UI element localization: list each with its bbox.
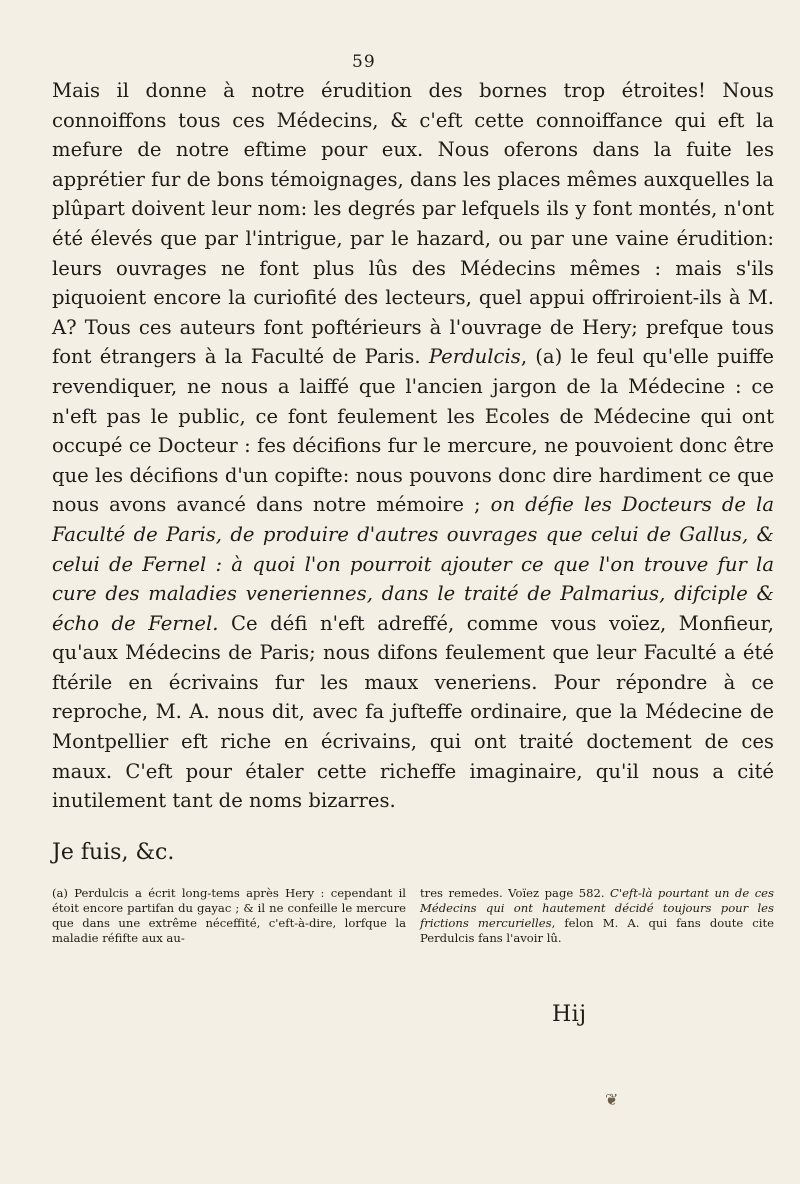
footnote-left: [52, 886, 406, 947]
main-text: [52, 76, 774, 816]
page-number: 59: [352, 52, 376, 72]
footnotes: [52, 886, 774, 947]
text-run: Mais il donne à notre érudition des bornes trop étroites! Nous connoiffons tous ces Médecins, & c'eft cette connoiffance qui eft la mefure de notre eftime pour eux. Nous oferons dans la fuite les apprétier fur de bons témoignages, dans les places mêmes auxquelles la plûpart doivent leur nom: les degrés par lefquels ils y font montés, n'ont été élevés que par l'intrigue, par le hazard, ou par une vaine érudition: leurs ouvrages ne font plus lûs des Médecins mêmes : mais s'ils piquoient encore la curiofité des lecteurs, quel appui offriroient-ils à M. A? Tous ces auteurs font poftérieurs à l'ouvrage de Hery; prefque tous font étrangers à la Faculté de Paris.: [52, 79, 774, 369]
footnote-right: [420, 886, 774, 947]
closing-line: Je fuis, &c.: [52, 839, 175, 865]
book-page: [52, 52, 775, 947]
text-run: , (a) le feul qu'elle puiffe revendiquer, ne nous a laiffé que l'ancien jargon de la Médecine : ce n'eft pas le public, ce font feulement les Ecoles de Médecine qui ont occupé ce Docteur : fes décifions fur le mercure, ne pouvoient donc être que les décifions d'un copifte: nous pouvons donc dire hardiment ce que nous avons avancé dans notre mémoire ;: [52, 345, 775, 517]
italic-run: on défie les Docteurs de la Faculté de Paris, de produire d'autres ouvrages que celui de Gallus, & celui de Fernel : à quoi l'on pourroit ajouter ce que l'on trouve fur la cure des maladies veneriennes, dans le traité de Palmarius, difciple & écho de Fernel.: [52, 493, 775, 635]
italic-run: Perdulcis: [428, 345, 521, 369]
footnote-text: (a) Perdulcis a écrit long-tems après Hery : cependant il étoit encore partifan du gayac ; & il ne confeille le mercure que dans une extrême néceffité, c'eft-à-dire, lorfque la maladie réfifte aux au-: [52, 885, 406, 946]
footnote-italic: C'eft-là pourtant un de ces Médecins qui ont hautement décidé toujours pour les frictions mercurielles: [420, 885, 774, 931]
ornament-icon: ❦: [605, 1090, 619, 1109]
main-paragraph: [52, 76, 774, 816]
footnote-text: , felon M. A. qui fans doute cite Perdulcis fans l'avoir lû.: [420, 916, 775, 946]
text-run: Ce défi n'eft adreffé, comme vous voïez, Monfieur, qu'aux Médecins de Paris; nous difons feulement que leur Faculté a été ftérile en écrivains fur les maux veneriens. Pour répondre à ce reproche, M. A. nous dit, avec fa jufteffe ordinaire, que la Médecine de Montpellier eft riche en écrivains, qui ont traité doctement de ces maux. C'eft pour étaler cette richeffe imaginaire, qu'il nous a cité inutilement tant de noms bizarres.: [52, 611, 774, 813]
footnote-text: tres remedes. Voïez page 582.: [420, 885, 611, 900]
signature-mark: Hij: [552, 1002, 587, 1027]
